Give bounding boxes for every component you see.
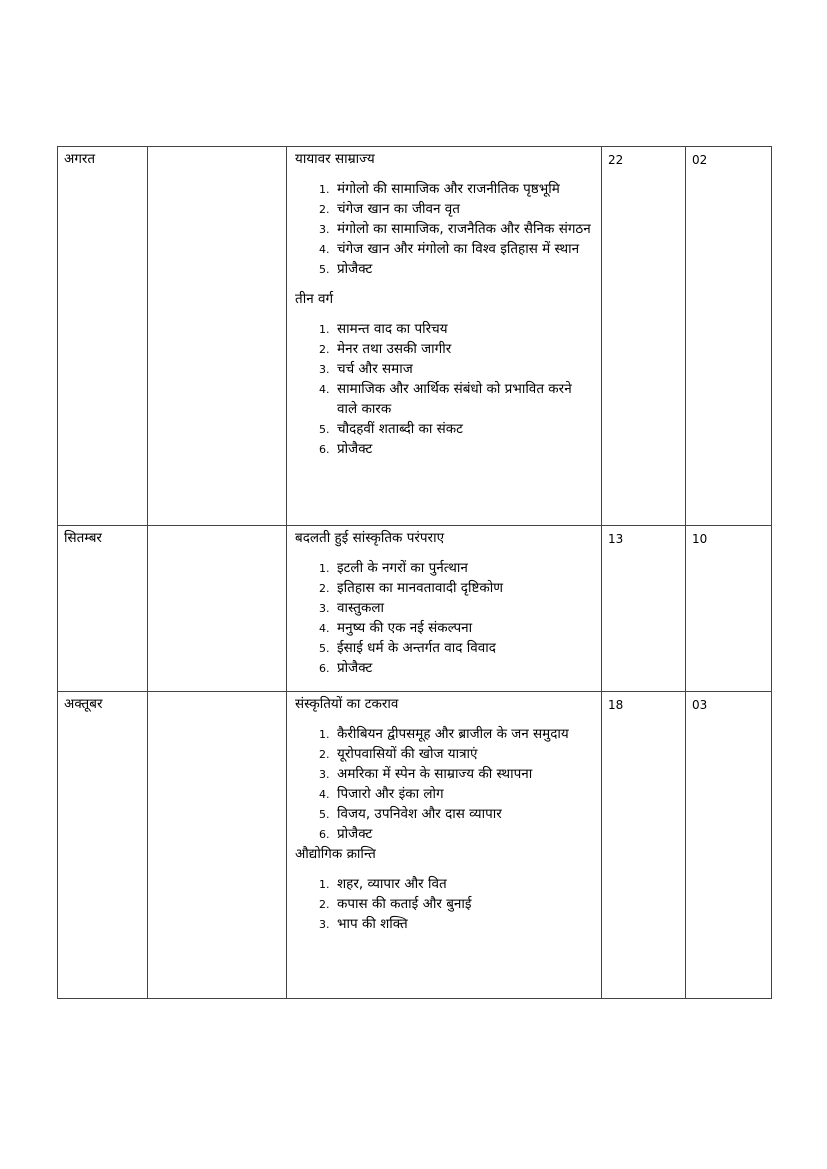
list-item: 4. पिजारो और इंका लोग [333,784,593,804]
count-cell [602,147,686,526]
list-item: 6. प्रोजैक्ट [333,824,593,844]
list-item: 1. मंगोलो की सामाजिक और राजनीतिक पृष्ठभूमि [333,179,593,199]
topic-list [295,179,593,279]
unit-title: तीन वर्ग [295,291,334,307]
list-item: 5. प्रोजैक्ट [333,259,593,279]
table-row [58,526,772,692]
table-row [58,147,772,526]
month-cell [58,692,148,999]
unit-title: औद्योगिक क्रान्ति [295,846,376,862]
count-value: 18 [608,698,624,712]
month-label: अक्तूबर [64,696,103,712]
topic-list [295,558,593,678]
empty-cell [148,692,287,999]
topic-list [295,724,593,844]
list-item: 3. चर्च और समाज [333,359,593,379]
list-item: 1. शहर, व्यापार और वित [333,874,593,894]
topics-cell [287,147,602,526]
count-cell [686,526,772,692]
month-cell [58,526,148,692]
list-item: 3. अमरिका में स्पेन के साम्राज्य की स्थापना [333,764,593,784]
topic-list [295,319,593,459]
list-item: 3. भाप की शक्ति [333,914,593,934]
list-item: 5. विजय, उपनिवेश और दास व्यापार [333,804,593,824]
count-cell [602,526,686,692]
empty-cell [148,147,287,526]
topics-cell [287,526,602,692]
list-item: 6. प्रोजैक्ट [333,658,593,678]
list-item: 1. सामन्त वाद का परिचय [333,319,593,339]
list-item: 6. प्रोजैक्ट [333,439,593,459]
list-item: 4. सामाजिक और आर्थिक संबंधो को प्रभावित करने वाले कारक [333,379,593,419]
count-cell [602,692,686,999]
count-value: 02 [692,153,708,167]
list-item: 5. ईसाई धर्म के अन्तर्गत वाद विवाद [333,638,593,658]
list-item: 4. चंगेज खान और मंगोलो का विश्व इतिहास में स्थान [333,239,593,259]
list-item: 3. वास्तुकला [333,598,593,618]
list-item: 2. कपास की कताई और बुनाई [333,894,593,914]
count-value: 10 [692,532,708,546]
topic-list [295,874,593,934]
list-item: 2. इतिहास का मानवतावादी दृष्टिकोण [333,578,593,598]
month-label: अगरत [64,151,96,167]
syllabus-table [57,146,772,999]
unit-title: बदलती हुई सांस्कृतिक परंपराए [295,530,445,546]
unit-title: यायावर साम्राज्य [295,151,375,167]
list-item: 1. कैरीबियन द्वीपसमूह और ब्राजील के जन समुदाय [333,724,593,744]
count-value: 03 [692,698,708,712]
list-item: 2. चंगेज खान का जीवन वृत [333,199,593,219]
month-label: सितम्बर [64,530,102,546]
count-value: 13 [608,532,624,546]
list-item: 2. मेनर तथा उसकी जागीर [333,339,593,359]
count-cell [686,692,772,999]
list-item: 5. चौदहवीं शताब्दी का संकट [333,419,593,439]
count-cell [686,147,772,526]
list-item: 1. इटली के नगरों का पुर्नत्थान [333,558,593,578]
topics-cell [287,692,602,999]
month-cell [58,147,148,526]
table-row [58,692,772,999]
list-item: 4. मनुष्य की एक नई संकल्पना [333,618,593,638]
list-item: 3. मंगोलो का सामाजिक, राजनैतिक और सैनिक संगठन [333,219,593,239]
count-value: 22 [608,153,624,167]
unit-title: संस्कृतियों का टकराव [295,696,399,712]
empty-cell [148,526,287,692]
list-item: 2. यूरोपवासियों की खोज यात्राएं [333,744,593,764]
